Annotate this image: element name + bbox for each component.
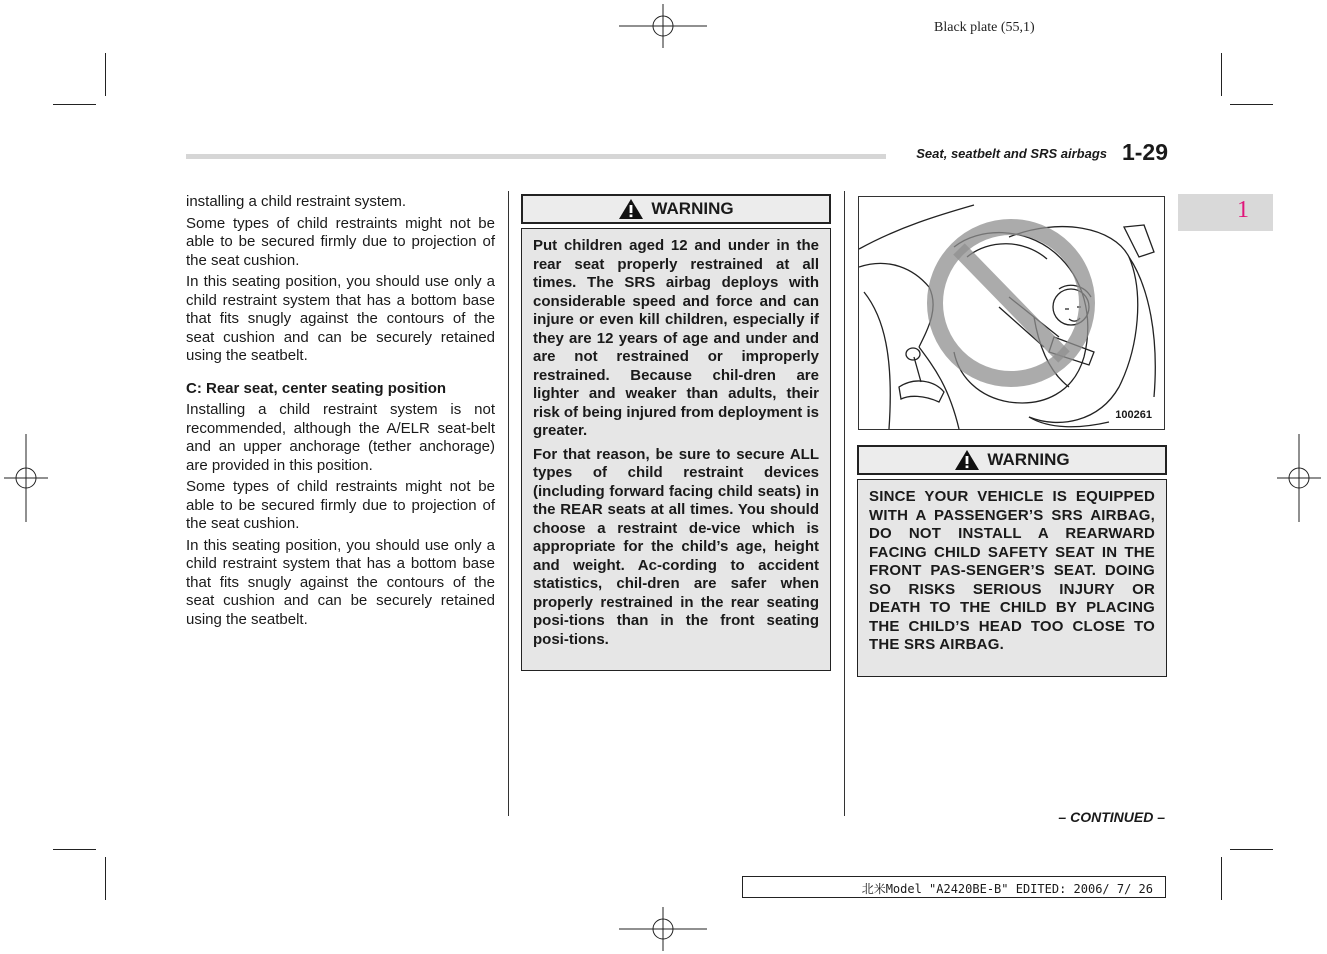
continued-label: – CONTINUED –	[1058, 809, 1165, 825]
prohibited-rear-facing-seat-illustration	[859, 197, 1164, 429]
warning-header	[521, 194, 831, 224]
crop-mark	[1221, 857, 1222, 900]
warning-body	[857, 479, 1167, 677]
left-column	[186, 193, 495, 632]
registration-mark-icon	[619, 4, 707, 48]
crop-mark	[53, 849, 96, 850]
warning-paragraph: SINCE YOUR VEHICLE IS EQUIPPED WITH A PASSENGER’S SRS AIRBAG, DO NOT INSTALL A REARWARD FACING CHILD SAFETY SEAT IN THE FRONT PAS-SENGER’S SEAT. DOING SO RISKS SERIOUS INJURY OR DEATH TO THE CHILD BY PLACING THE CHILD’S HEAD TOO CLOSE TO THE SRS AIRBAG.	[869, 488, 1155, 653]
warning-header	[857, 445, 1167, 475]
paragraph: Some types of child restraints might not be able to be secured firmly due to projection of the seat cushion.	[186, 214, 495, 269]
page-number: 1-29	[1121, 139, 1168, 165]
illustration	[858, 196, 1165, 430]
crop-mark	[1230, 104, 1273, 105]
plate-info: Black plate (55,1)	[934, 20, 1035, 35]
crop-mark	[105, 857, 106, 900]
paragraph: installing a child restraint system.	[186, 193, 407, 210]
warning-title: WARNING	[987, 450, 1070, 469]
warning-triangle-icon	[954, 449, 980, 471]
column-divider	[508, 191, 509, 816]
footer-edit-info: 北米Model "A2420BE-B" EDITED: 2006/ 7/ 26	[742, 876, 1166, 898]
warning-paragraph: For that reason, be sure to secure ALL types of child restraint devices (including forward facing child seats) in the REAR seats at all times. You should choose a restraint de-vice which is appropriate for the child’s age, height and weight. Ac-cording to accident statistics, chil-dren are safer when properly restrained in the rear seating posi-tions than in the front seating posi-tions.	[533, 445, 819, 648]
crop-mark	[1230, 849, 1273, 850]
illustration-code: 100261	[1115, 409, 1152, 421]
column-divider	[844, 191, 845, 816]
crop-mark	[53, 104, 96, 105]
header-bar	[186, 154, 886, 159]
paragraph: Installing a child restraint system is not recommended, although the A/ELR seat-belt and an upper anchorage (tether anchorage) are provided in this position.	[186, 401, 495, 474]
registration-mark-icon	[619, 907, 707, 951]
paragraph: In this seating position, you should use only a child restraint system that has a bottom base that fits snugly against the contours of the seat cushion and can be securely retained using the seatbelt.	[186, 536, 495, 628]
registration-mark-icon	[1277, 434, 1321, 522]
warning-title: WARNING	[651, 199, 734, 218]
paragraph: In this seating position, you should use only a child restraint system that has a bottom base that fits snugly against the contours of the seat cushion and can be securely retained using the seatbelt.	[186, 273, 495, 364]
warning-triangle-icon	[618, 198, 644, 220]
warning-paragraph: Put children aged 12 and under in the rear seat properly restrained at all times. The SRS airbag deploys with considerable speed and force and can injure or even kill children, especially if they are 12 years of age and under and are not restrained or improperly restrained. Because chil-dren are lighter and weaker than adults, their risk of being injured from deployment is greater.	[533, 237, 819, 439]
chapter-tab	[1178, 194, 1273, 231]
section-title: Seat, seatbelt and SRS airbags	[916, 146, 1107, 161]
crop-mark	[105, 53, 106, 96]
registration-mark-icon	[4, 434, 48, 522]
chapter-number: 1	[1237, 197, 1249, 223]
paragraph: Some types of child restraints might not be able to be secured firmly due to projection of the seat cushion.	[186, 478, 495, 532]
warning-body	[521, 228, 831, 671]
subheading: C: Rear seat, center seating position	[186, 379, 447, 397]
crop-mark	[1221, 53, 1222, 96]
